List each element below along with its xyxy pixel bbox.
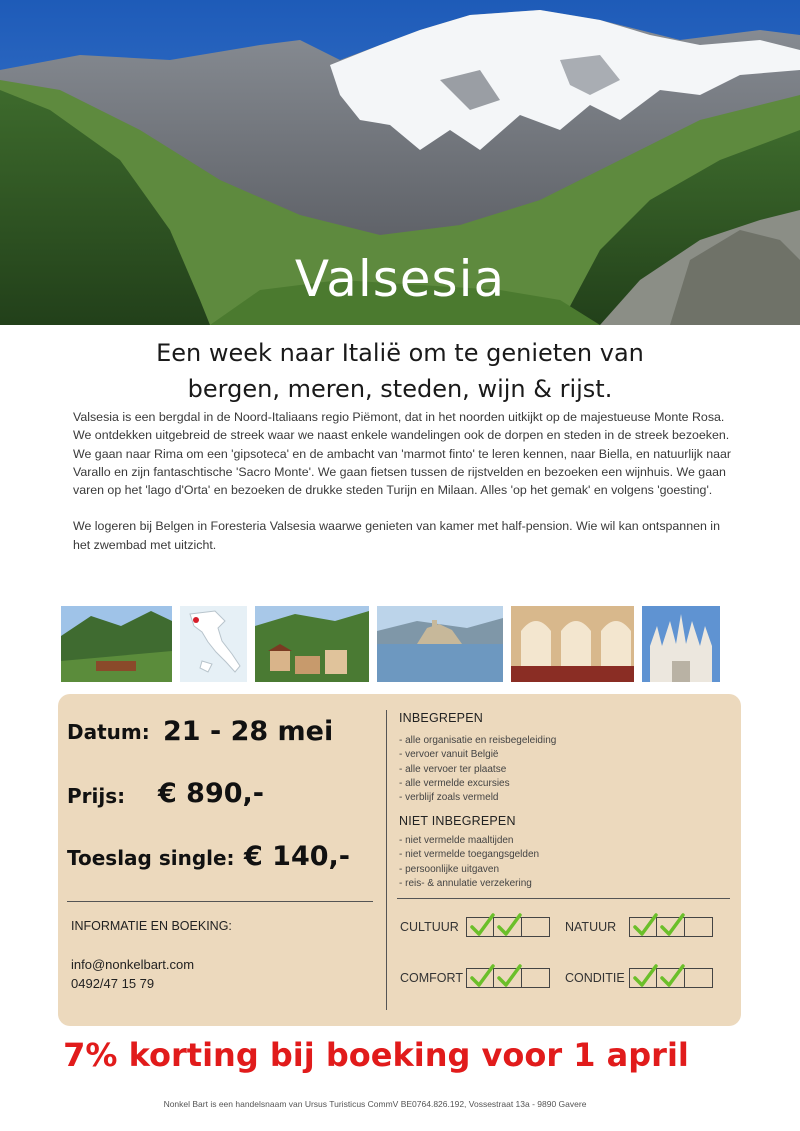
photo-lake-orta — [377, 606, 503, 682]
rating-boxes — [466, 968, 550, 988]
rating-boxes — [466, 917, 550, 937]
promo-banner: 7% korting bij boeking voor 1 april — [63, 1036, 689, 1074]
included-list — [399, 734, 556, 805]
rating-box — [522, 968, 550, 988]
prijs-label: Prijs: — [67, 784, 126, 808]
checkmark-icon — [659, 912, 685, 938]
list-item: - niet vermelde maaltijden — [399, 835, 514, 846]
footer-text: Nonkel Bart is een handelsnaam van Ursus Turisticus CommV BE0764.826.192, Vossestraat 13a - 9890 Gavere — [163, 1099, 587, 1109]
rating-box — [685, 968, 713, 988]
rating-box — [657, 968, 685, 988]
checkmark-icon — [496, 963, 522, 989]
divider-right — [397, 898, 730, 899]
rating-box — [466, 917, 494, 937]
list-item: - niet vermelde toegangsgelden — [399, 849, 540, 861]
divider-left — [67, 901, 373, 902]
rating-box — [657, 917, 685, 937]
subtitle — [90, 335, 710, 407]
checkmark-icon — [632, 963, 658, 989]
divider-vertical — [386, 710, 387, 1010]
checkmark-icon — [469, 912, 495, 938]
list-item: - vervoer vanuit België — [399, 749, 499, 761]
photo-turin-arcade — [511, 606, 634, 682]
list-item: - alle vervoer ter plaatse — [399, 763, 507, 775]
prijs-value: € 890,- — [158, 778, 265, 809]
booking-email[interactable]: info@nonkelbart.com — [71, 957, 195, 972]
booking-phone[interactable]: 0492/47 15 79 — [71, 976, 155, 991]
rating-boxes — [629, 917, 713, 937]
photo-italy-map — [180, 606, 247, 682]
description — [73, 408, 733, 554]
booking-heading: INFORMATIE EN BOEKING: — [71, 919, 232, 933]
not-included-list — [399, 834, 539, 891]
subtitle-line-1: Een week naar Italië om te genieten van — [156, 339, 644, 367]
included-heading: INBEGREPEN — [399, 711, 483, 725]
list-item: - verblijf zoals vermeld — [399, 792, 499, 804]
rating-label: NATUUR — [565, 920, 617, 934]
photo-milan-cathedral — [642, 606, 720, 682]
photo-valley-hotel — [61, 606, 172, 682]
rating-label: CULTUUR — [400, 920, 459, 934]
photo-mountain-village — [255, 606, 369, 682]
rating-box — [685, 917, 713, 937]
rating-box — [522, 917, 550, 937]
description-paragraph-2: We ontdekken uitgebreid de streek waar we naast enkele wandelingen ook de dorpen en steden in de streek bezoeken. We gaan naar Rima om een 'gipsoteca' en de ambacht van 'marmot finto' te leren kennen, naar Biella, en natuurlijk naar Varallo en zijn fantaschtische 'Sacro Monte'. We gaan fietsen tussen de rijstvelden en bezoeken een wijnhuis. We gaan varen op het 'lago d'Orta' en bezoeken de drukke steden Turijn en Milaan. Alles 'op het gemak' en volgens 'goesting'. — [73, 428, 732, 498]
description-paragraph-3: We logeren bij Belgen in Foresteria Valsesia waarwe genieten van kamer met half-pension. Wie wil kan ontspannen in het zwembad met uitzicht. — [73, 519, 720, 552]
description-paragraph-1: Valsesia is een bergdal in de Noord-Italiaans regio Piëmont, dat in het noorden uitkijkt op de majestueuse Monte Rosa. — [73, 410, 725, 424]
toeslag-value: € 140,- — [244, 841, 351, 872]
toeslag-label: Toeslag single: — [67, 846, 235, 870]
checkmark-icon — [632, 912, 658, 938]
list-item: - persoonlijke uitgaven — [399, 863, 500, 875]
rating-label: CONDITIE — [565, 971, 625, 985]
rating-box — [629, 917, 657, 937]
datum-label: Datum: — [67, 720, 150, 744]
rating-label: COMFORT — [400, 971, 463, 985]
checkmark-icon — [496, 912, 522, 938]
rating-box — [494, 968, 522, 988]
list-item: - alle organisatie en reisbegeleiding — [399, 735, 557, 746]
subtitle-line-2: bergen, meren, steden, wijn & rijst. — [187, 375, 613, 403]
page-title: Valsesia — [294, 250, 506, 308]
list-item: - alle vermelde excursies — [399, 777, 510, 789]
not-included-heading: NIET INBEGREPEN — [399, 814, 516, 828]
rating-boxes — [629, 968, 713, 988]
checkmark-icon — [659, 963, 685, 989]
list-item: - reis- & annulatie verzekering — [399, 877, 532, 889]
rating-box — [466, 968, 494, 988]
hero-image — [0, 0, 800, 325]
rating-box — [629, 968, 657, 988]
checkmark-icon — [469, 963, 495, 989]
datum-value: 21 - 28 mei — [163, 716, 334, 747]
photo-strip — [0, 606, 800, 682]
rating-box — [494, 917, 522, 937]
